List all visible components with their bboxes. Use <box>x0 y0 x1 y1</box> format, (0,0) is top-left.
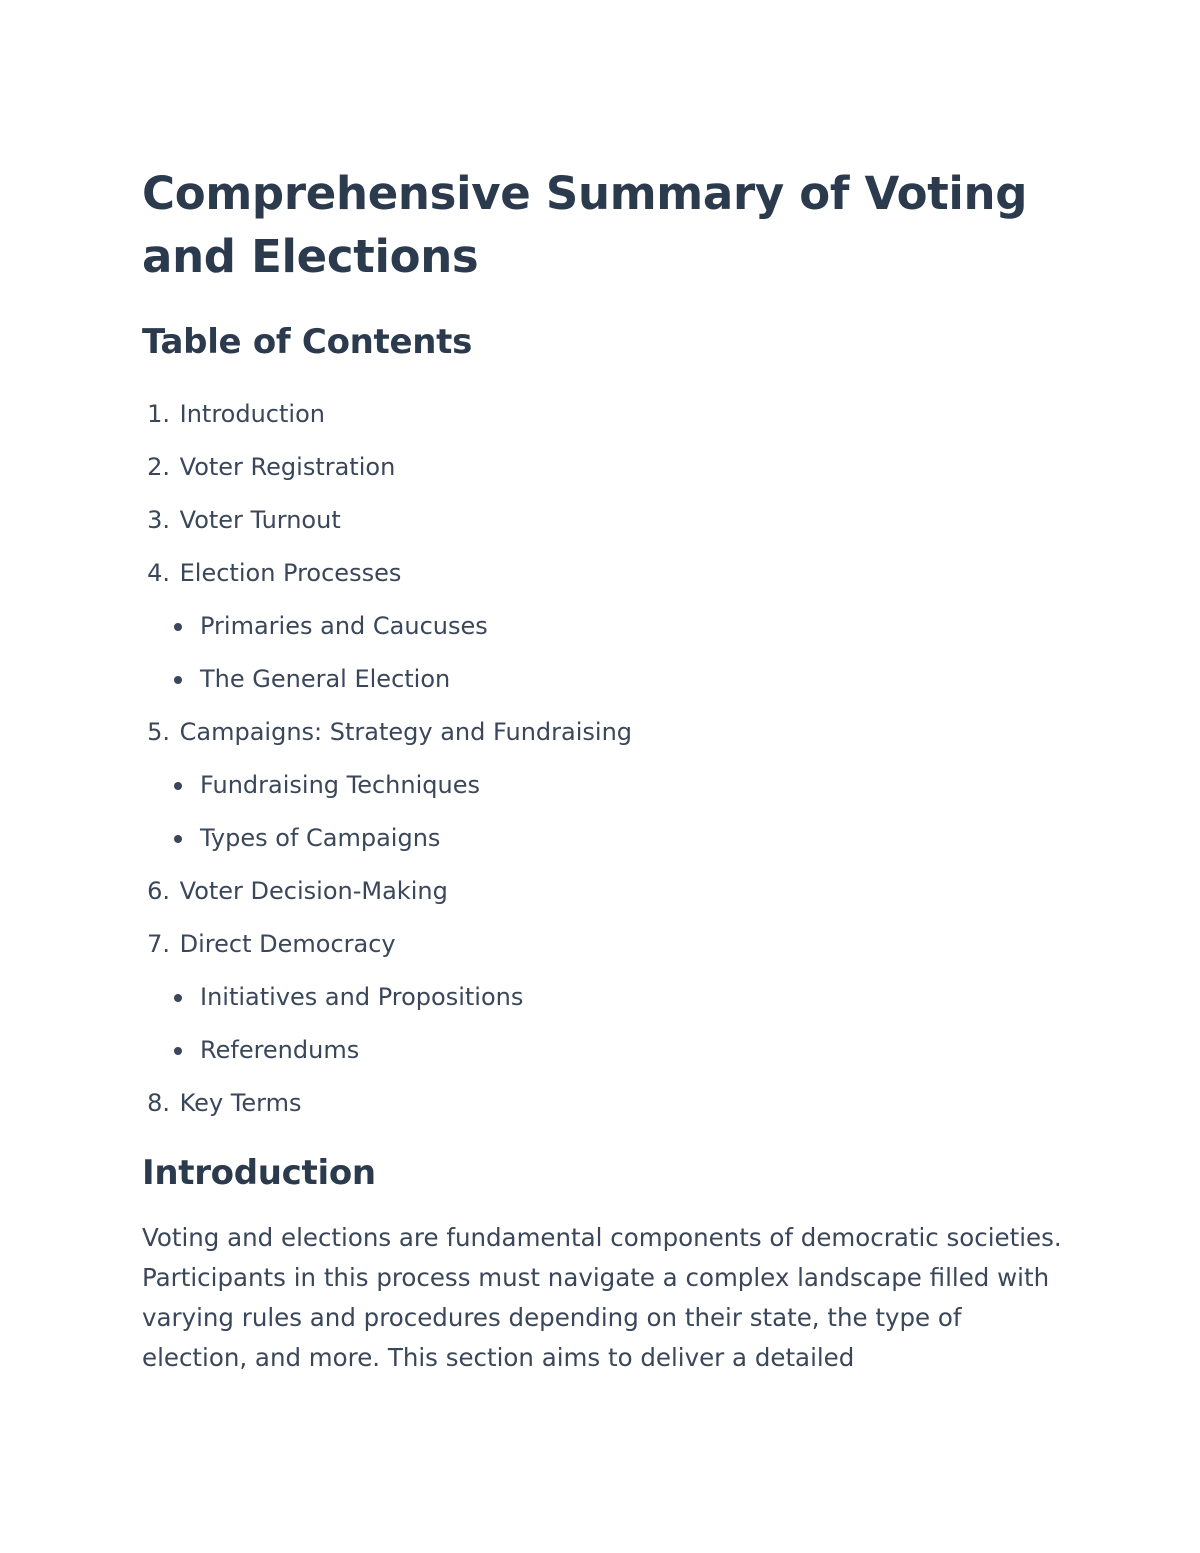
introduction-paragraph: Voting and elections are fundamental components of democratic societies. Participants in this process must navigate a complex landscape filled with varying rules and procedures depending on their state, the type of election, and more. This section aims to deliver a detailed <box>142 1223 1062 1372</box>
toc-sublist <box>142 759 1062 865</box>
introduction-heading: Introduction <box>142 1153 376 1193</box>
bullet-icon <box>174 1047 182 1055</box>
toc-subitem-label: Fundraising Techniques <box>200 771 480 799</box>
toc-item-label: Voter Registration <box>179 453 396 481</box>
document-title: Comprehensive Summary of Voting and Elections <box>142 167 1028 283</box>
toc-item-label: Voter Turnout <box>179 506 341 534</box>
toc-item-campaigns[interactable] <box>142 706 1062 865</box>
bullet-icon <box>174 782 182 790</box>
toc-item-voter-registration[interactable] <box>142 441 1062 494</box>
toc-item-number: 7. <box>147 930 170 958</box>
toc-subitem-fundraising[interactable] <box>168 759 1062 812</box>
toc-item-number: 3. <box>147 506 170 534</box>
toc-subitem-initiatives[interactable] <box>168 971 1062 1024</box>
toc-item-introduction[interactable] <box>142 388 1062 441</box>
toc-item-number: 1. <box>147 400 170 428</box>
bullet-icon <box>174 835 182 843</box>
toc-subitem-general-election[interactable] <box>168 653 1062 706</box>
toc-subitem-campaign-types[interactable] <box>168 812 1062 865</box>
bullet-icon <box>174 676 182 684</box>
toc-item-election-processes[interactable] <box>142 547 1062 706</box>
toc-item-voter-turnout[interactable] <box>142 494 1062 547</box>
toc-subitem-label: Referendums <box>200 1036 360 1064</box>
toc-item-direct-democracy[interactable] <box>142 918 1062 1077</box>
toc-item-label: Election Processes <box>179 559 402 587</box>
toc-item-number: 6. <box>147 877 170 905</box>
toc-item-number: 5. <box>147 718 170 746</box>
toc-item-number: 2. <box>147 453 170 481</box>
toc-subitem-label: Primaries and Caucuses <box>200 612 488 640</box>
toc-subitem-label: The General Election <box>200 665 451 693</box>
toc-item-label: Campaigns: Strategy and Fundraising <box>179 718 633 746</box>
toc-item-voter-decision-making[interactable] <box>142 865 1062 918</box>
toc-item-number: 8. <box>147 1089 170 1117</box>
toc-item-label: Key Terms <box>179 1089 302 1117</box>
toc-subitem-primaries[interactable] <box>168 600 1062 653</box>
toc-item-key-terms[interactable] <box>142 1077 1062 1130</box>
document-page <box>142 162 1062 1378</box>
toc-sublist <box>142 971 1062 1077</box>
toc-subitem-label: Initiatives and Propositions <box>200 983 524 1011</box>
table-of-contents <box>142 388 1062 1130</box>
toc-item-label: Voter Decision-Making <box>179 877 448 905</box>
toc-heading: Table of Contents <box>142 322 473 362</box>
bullet-icon <box>174 994 182 1002</box>
toc-subitem-referendums[interactable] <box>168 1024 1062 1077</box>
toc-subitem-label: Types of Campaigns <box>200 824 441 852</box>
toc-item-label: Introduction <box>179 400 325 428</box>
toc-item-number: 4. <box>147 559 170 587</box>
bullet-icon <box>174 623 182 631</box>
toc-item-label: Direct Democracy <box>179 930 396 958</box>
toc-sublist <box>142 600 1062 706</box>
